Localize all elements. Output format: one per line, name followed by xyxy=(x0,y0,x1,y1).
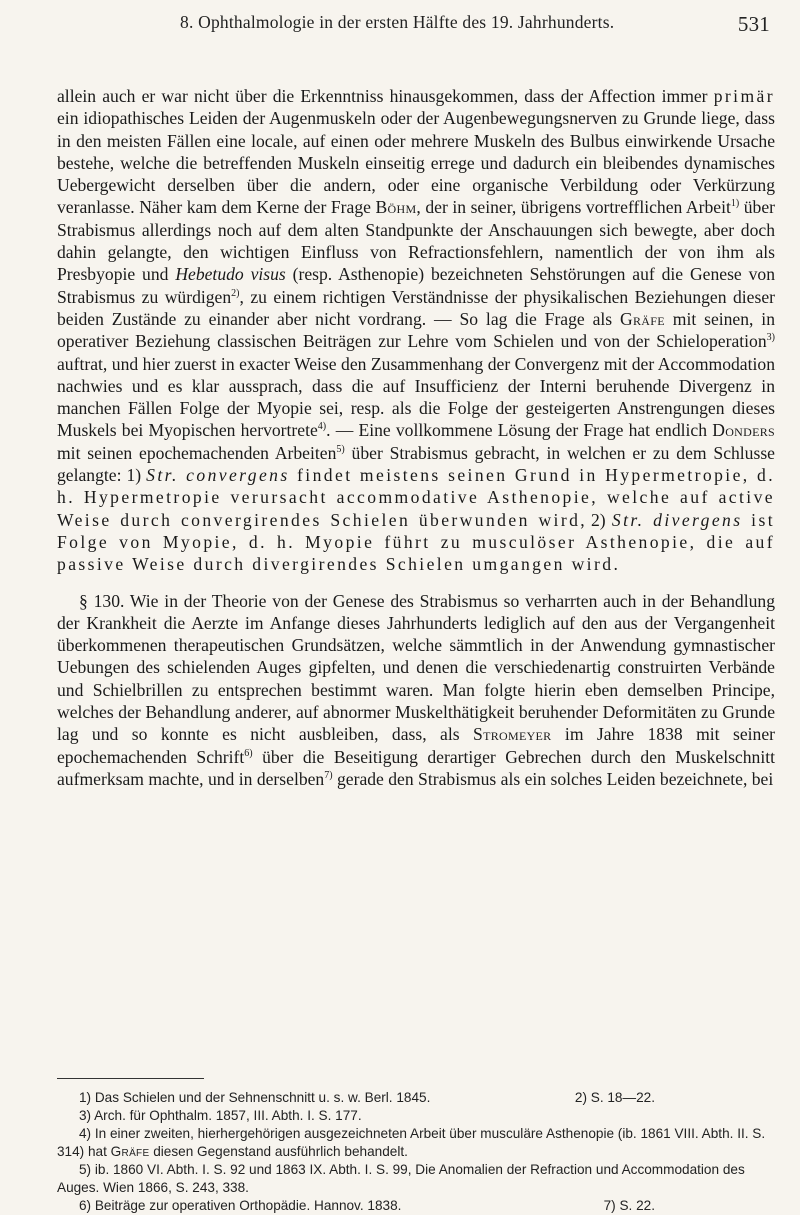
text-run: ein idiopathisches Leiden der Augenmuskeln oder der Augenbewegungsnerven zu Grunde liege, dass in den meisten Fällen eine locale, auf einen oder mehrere Muskeln des Bulbus einwirkende Ursache bestehe, welche die betreffenden Muskeln einseitig errege und dadurch ein bleibendes dynamisches Uebergewicht derselben über die andern, oder eine organische Verbildung oder Verkürzung veranlasse. Näher kam dem Kerne der Frage xyxy=(57,108,775,218)
author-graefe: Gräfe xyxy=(620,308,665,329)
text-run: § 130. Wie in der Theorie von der Genese des Strabismus so verharrten auch in der Behandlung der Krankheit die Aerzte im Anfange dieses Jahrhunderts lediglich auf den aus der Vergangenheit überkommenen therapeutischen Grundsätzen, welche sämmtlich in der Anwendung gymnastischer Uebungen des schielenden Auges gipfelten, und denen die verschiedenartig construirten Verbände und Schielbrillen zu entsprechen bestimmt waren. Man folgte hierin eben demselben Principe, welches der Behandlung anderer, auf abnormer Muskelthätigkeit beruhender Deformitäten zu Grunde lag und so konnte es nicht ausbleiben, dass, als xyxy=(57,590,775,745)
term-str-divergens: Str. divergens xyxy=(611,509,743,530)
text-run: über Strabismus allerdings noch auf dem alten Standpunkte der Anschauungen sich bewegte, aber doch dahin gelangte, den wichtigen Einfluss von Refractionsfehlern, namentlich der von ihm als Presbyopie und xyxy=(57,197,775,285)
footnote-ref-6: 6) xyxy=(244,747,253,759)
footnote-7: 7) S. 22. xyxy=(603,1198,655,1213)
footnote-author-graefe: Gräfe xyxy=(110,1144,150,1159)
author-boehm: Böhm xyxy=(375,197,417,218)
text-run: allein auch er war nicht über die Erkenntniss hinausgekommen, dass der Affection immer xyxy=(57,86,714,106)
text-run: im Jahre 1838 mit seiner epochemachenden Schrift xyxy=(57,724,775,767)
text-run: . xyxy=(613,554,618,575)
paragraph-2 xyxy=(57,590,775,791)
footnote-ref-5: 5) xyxy=(336,443,345,455)
emphasis-primaer: primär xyxy=(713,86,775,106)
footnote-ref-7: 7) xyxy=(324,770,333,782)
text-run: diesen Gegenstand ausführlich behandelt. xyxy=(149,1144,408,1159)
footnote-6: 6) Beiträge zur operativen Orthopädie. Hannov. 1838. xyxy=(79,1198,402,1213)
text-run: mit seinen epochemachenden Arbeiten xyxy=(57,442,337,463)
footnote-5: 5) ib. 1860 VI. Abth. I. S. 92 und 1863 IX. Abth. I. S. 99, Die Anomalien der Refraction und Accommodation des Auges. Wien 1866, S. 243, 338. xyxy=(57,1162,745,1195)
text-run: (resp. Asthenopie) bezeichneten Sehstörungen auf die Genese von Strabismus zu würdigen xyxy=(57,264,775,307)
text-run: , zu einem richtigen Verständnisse der physikalischen Beziehungen dieser beiden Zustände zu einander aber nicht vordrang. — So lag die Frage als xyxy=(57,286,775,329)
text-run: , der in seiner, übrigens vortrefflichen Arbeit xyxy=(416,197,731,218)
main-text xyxy=(57,85,775,790)
footnote-3: 3) Arch. für Ophthalm. 1857, III. Abth. I. S. 177. xyxy=(79,1108,362,1123)
author-donders: Donders xyxy=(712,420,776,441)
footnote-ref-1: 1) xyxy=(730,198,740,210)
running-title: 8. Ophthalmologie in der ersten Hälfte des 19. Jahrhunderts. xyxy=(180,12,615,32)
page-number: 531 xyxy=(737,12,770,36)
term-hebetudo-visus: Hebetudo visus xyxy=(175,264,286,285)
footnote-4 xyxy=(57,1125,775,1161)
text-run: über Strabismus gebracht, in welchen er zu dem Schlusse gelangte: 1) xyxy=(57,442,775,486)
footnotes xyxy=(57,1089,775,1215)
text-run: . — Eine vollkommene Lösung der Frage hat endlich xyxy=(326,420,713,441)
text-run: 4) In einer zweiten, hierhergehörigen ausgezeichneten Arbeit über musculäre Asthenopie (ib. 1861 VIII. Abth. II. S. 314) hat xyxy=(57,1126,766,1159)
text-run: auftrat, und hier zuerst in exacter Weise den Zusammenhang der Convergenz mit der Accommodation nachwies und es klar aussprach, dass die auf Insufficienz der Interni beruhende Divergenz in manchen Fällen Folge der Myopie sei, resp. als die Folge der gesteigerten Anstrengungen dieses Muskels bei Myopischen hervortrete xyxy=(57,353,775,441)
footnote-ref-3: 3) xyxy=(766,332,775,344)
footnote-divider xyxy=(57,1078,204,1079)
spaced-conclusion-2: ist Folge von Myopie, d. h. Myopie führt zu musculöser Asthenopie, die auf passive Weise durch divergirendes Schielen umgangen wird xyxy=(57,509,775,575)
footnote-1: 1) Das Schielen und der Sehnenschnitt u. s. w. Berl. 1845. xyxy=(79,1090,431,1105)
text-run: , 2) xyxy=(580,509,612,530)
footnote-ref-4: 4) xyxy=(317,421,327,433)
author-stromeyer: Stromeyer xyxy=(473,724,552,745)
spaced-conclusion-1: findet meistens seinen Grund in Hypermetropie, d. h. Hypermetropie verursacht accommodative Asthenopie, welche auf active Weise durch convergirendes Schielen überwunden wird xyxy=(57,465,776,530)
term-str-convergens: Str. convergens xyxy=(146,465,290,486)
footnote-ref-2: 2) xyxy=(231,287,240,299)
text-run: mit seinen, in operativer Beziehung classischen Beiträgen zur Lehre vom Schielen und von der Schieloperation xyxy=(57,308,775,352)
footnote-row-6-7 xyxy=(57,1197,775,1215)
footnote-row-1-2 xyxy=(57,1089,775,1107)
text-run: gerade den Strabismus als ein solches Leiden bezeichnete, bei xyxy=(332,768,774,789)
text-run: über die Beseitigung derartiger Gebrechen durch den Muskelschnitt aufmerksam machte, und in derselben xyxy=(57,746,775,789)
paragraph-1 xyxy=(57,85,775,576)
footnote-2: 2) S. 18—22. xyxy=(574,1090,655,1105)
running-header xyxy=(180,12,770,37)
